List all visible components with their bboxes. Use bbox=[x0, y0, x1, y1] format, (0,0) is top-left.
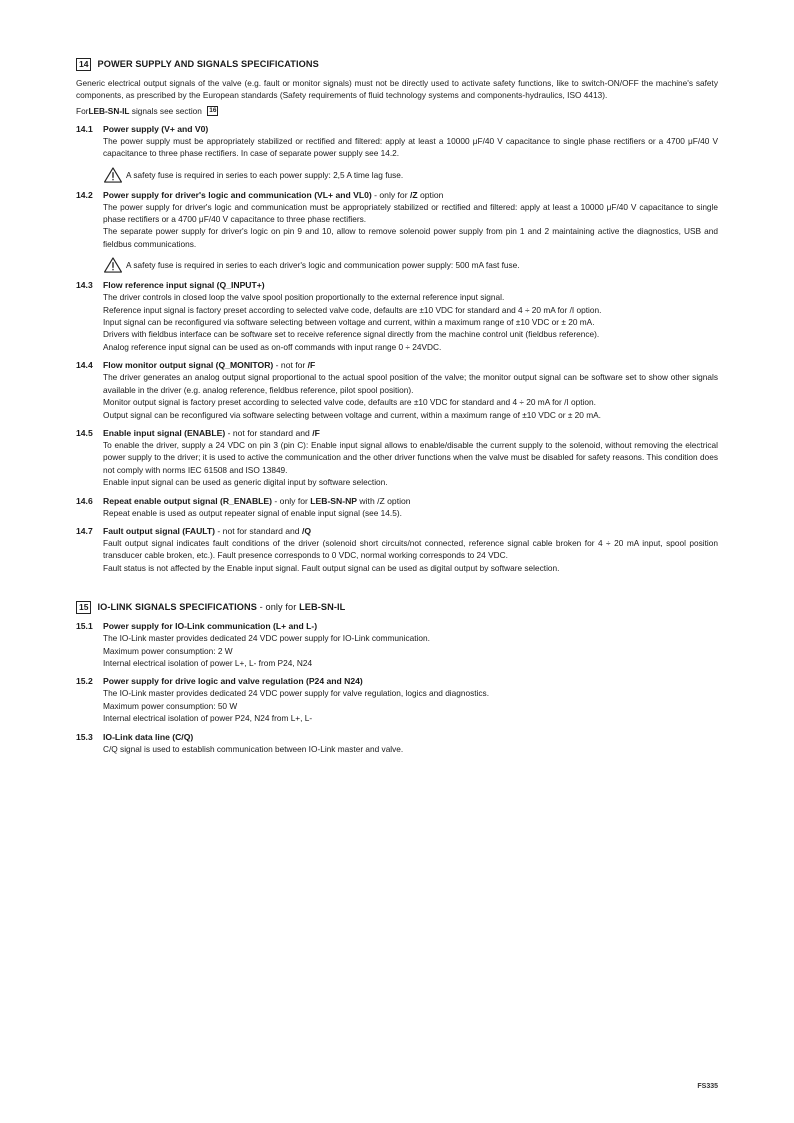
subsection-body bbox=[103, 371, 718, 421]
subsection-title bbox=[103, 525, 311, 537]
subsection-title-text: Fault output signal (FAULT) bbox=[103, 525, 216, 536]
subsection-title bbox=[103, 675, 363, 687]
subsection-number: 14.1 bbox=[76, 123, 93, 134]
body-paragraph: Fault status is not affected by the Enable input signal. Fault output signal can be used as digital output by software selection. bbox=[103, 562, 560, 573]
warning-triangle-icon bbox=[103, 257, 123, 273]
subsection-title-text: Power supply for driver's logic and communication (VL+ and VL0) bbox=[103, 189, 372, 200]
subsection-title bbox=[103, 495, 411, 507]
subsection-heading bbox=[76, 189, 718, 201]
subsection-title bbox=[103, 427, 320, 439]
warning-triangle-icon bbox=[103, 167, 123, 183]
body-paragraph: Reference input signal is factory preset according to selected valve code, defaults are ±10 VDC for standard and 4 ÷ 20 mA for /I option. bbox=[103, 304, 602, 315]
subsection-title bbox=[103, 123, 208, 135]
suffix-bold: LEB-SN-IL bbox=[299, 602, 346, 613]
subsection-title bbox=[103, 189, 443, 201]
subsection-title-text: Enable input signal (ENABLE) bbox=[103, 427, 226, 438]
warning-text: A safety fuse is required in series to each power supply: 2,5 A time lag fuse. bbox=[126, 169, 404, 180]
subsection-number: 14.2 bbox=[76, 189, 93, 200]
subsection-heading bbox=[76, 525, 718, 537]
subsection-title-text: Repeat enable output signal (R_ENABLE) bbox=[103, 495, 273, 506]
suffix-bold: /F bbox=[312, 427, 320, 438]
section-title: POWER SUPPLY AND SIGNALS SPECIFICATIONS bbox=[97, 59, 319, 69]
subsection-heading bbox=[76, 620, 718, 632]
subsection-title-text: Power supply (V+ and V0) bbox=[103, 123, 209, 134]
subsection-body bbox=[103, 687, 718, 724]
body-paragraph: The IO-Link master provides dedicated 24 VDC power supply for IO-Link communication. bbox=[103, 633, 430, 644]
subsection-title-suffix bbox=[272, 496, 411, 506]
warning-text: A safety fuse is required in series to each driver's logic and communication power supply: 500 mA fast fuse. bbox=[126, 260, 520, 271]
subsection-heading bbox=[76, 675, 718, 687]
section-15-header bbox=[76, 600, 718, 614]
subsection-14-1 bbox=[76, 123, 718, 183]
subsection-heading bbox=[76, 731, 718, 743]
subsection-number: 14.6 bbox=[76, 495, 93, 506]
section-15-subsections bbox=[76, 620, 718, 755]
subsection-title-suffix bbox=[273, 360, 315, 370]
subsection-body bbox=[103, 439, 718, 489]
subsection-15-2 bbox=[76, 675, 718, 724]
subsection-title-text: Power supply for IO-Link communication (L+ and L-) bbox=[103, 621, 318, 632]
suffix-text: - not for standard and bbox=[215, 525, 302, 536]
for-suffix: signals see section bbox=[129, 105, 205, 116]
body-paragraph: The power supply must be appropriately stabilized or rectified and filtered: apply at least a 10000 μF/40 V capacitance to single phase rectifiers or a 4700 μF/40 V capacitance to three phase rectifiers. In case of separate power supply see 14.2. bbox=[103, 135, 718, 159]
subsection-14-6 bbox=[76, 495, 718, 519]
subsection-body bbox=[103, 135, 718, 183]
subsection-15-1 bbox=[76, 620, 718, 669]
suffix-text: - not for standard and bbox=[225, 427, 313, 438]
body-paragraph: Fault output signal indicates fault conditions of the driver (solenoid short circuits/not connected, reference signal cable broken for 4 ÷ 20 mA input, spool position transducer cable broken, etc.). Fault presence corresponds to 0 VDC, normal working corresponds to 24 VDC. bbox=[103, 537, 718, 561]
subsection-body bbox=[103, 291, 718, 353]
subsection-number: 14.7 bbox=[76, 525, 93, 536]
body-paragraph: Internal electrical isolation of power L+, L- from P24, N24 bbox=[103, 657, 313, 668]
suffix-text: - not for bbox=[273, 360, 308, 371]
subsection-15-3 bbox=[76, 731, 718, 755]
suffix-bold: LEB-SN-NP bbox=[310, 495, 358, 506]
section-number: 15 bbox=[76, 601, 91, 614]
body-paragraph: Maximum power consumption: 50 W bbox=[103, 700, 238, 711]
suffix-bold: /Q bbox=[301, 525, 312, 536]
body-paragraph: The separate power supply for driver's logic on pin 9 and 10, allow to remove solenoid power supply from pin 1 and 2 maintaining active the diagnostics, USB and fieldbus communications. bbox=[103, 226, 718, 249]
subsection-14-3 bbox=[76, 279, 718, 353]
section-14-header bbox=[76, 57, 718, 71]
subsection-title-suffix bbox=[372, 190, 444, 200]
subsection-number: 15.3 bbox=[76, 731, 93, 742]
section-14-intro bbox=[76, 77, 718, 102]
subsection-title-suffix bbox=[225, 428, 320, 438]
safety-warning bbox=[103, 257, 718, 273]
body-paragraph: Maximum power consumption: 2 W bbox=[103, 645, 233, 656]
body-paragraph: Analog reference input signal can be used as on-off commands with input range 0 ÷ 24VDC. bbox=[103, 341, 442, 352]
suffix-text: - only for bbox=[257, 602, 300, 613]
safety-warning bbox=[103, 167, 718, 183]
body-paragraph: Repeat enable is used as output repeater signal of enable input signal (see 14.5). bbox=[103, 507, 402, 518]
body-paragraph: Drivers with fieldbus interface can be software set to receive reference signal directly from the machine control unit (fieldbus reference). bbox=[103, 329, 600, 340]
subsection-title-suffix bbox=[215, 526, 311, 536]
subsection-title-text: Flow reference input signal (Q_INPUT+) bbox=[103, 280, 265, 291]
subsection-number: 14.4 bbox=[76, 360, 93, 371]
subsection-body bbox=[103, 743, 718, 755]
body-paragraph: The IO-Link master provides dedicated 24 VDC power supply for valve regulation, logics and diagnostics. bbox=[103, 688, 490, 699]
section-ref-box: 16 bbox=[209, 106, 217, 114]
section-title bbox=[97, 602, 345, 612]
section-14-subsections bbox=[76, 123, 718, 574]
body-paragraph: To enable the driver, supply a 24 VDC on pin 3 (pin C): Enable input signal allows to enable/disable the current supply to the solenoid, without removing the electrical power supply to the driver; it is used to active the communication and the other driver functions when the valve must be disabled for safety reasons. This condition does not comply with norms IEC 61508 and ISO 13849. bbox=[103, 439, 718, 475]
suffix-bold: /F bbox=[307, 360, 316, 371]
body-paragraph: The driver controls in closed loop the valve spool position proportionally to the external reference input signal. bbox=[103, 292, 505, 303]
suffix-tail: with /Z option bbox=[357, 495, 411, 506]
subsection-14-7 bbox=[76, 525, 718, 574]
subsection-title-text: IO-Link data line (C/Q) bbox=[103, 731, 194, 742]
subsection-body bbox=[103, 201, 718, 274]
subsection-title bbox=[103, 731, 193, 743]
suffix-bold: /Z bbox=[409, 189, 418, 200]
suffix-text: - only for bbox=[371, 189, 410, 200]
for-line bbox=[76, 105, 718, 117]
subsection-heading bbox=[76, 123, 718, 135]
body-paragraph: Enable input signal can be used as generic digital input by software selection. bbox=[103, 477, 388, 488]
subsection-title bbox=[103, 359, 315, 371]
subsection-number: 14.3 bbox=[76, 280, 93, 291]
subsection-number: 14.5 bbox=[76, 427, 93, 438]
subsection-number: 15.1 bbox=[76, 621, 93, 632]
for-model: LEB-SN-IL bbox=[88, 105, 130, 116]
subsection-14-5 bbox=[76, 427, 718, 489]
subsection-heading bbox=[76, 495, 718, 507]
body-paragraph: Monitor output signal is factory preset according to selected valve code, defaults are ±10 VDC for standard and 4 ÷ 20 mA for /I option. bbox=[103, 397, 596, 408]
for-prefix: For bbox=[76, 105, 89, 116]
subsection-heading bbox=[76, 279, 718, 291]
suffix-text: - only for bbox=[272, 495, 311, 506]
section-title-text: IO-LINK SIGNALS SPECIFICATIONS bbox=[97, 602, 258, 613]
intro-paragraph: Generic electrical output signals of the valve (e.g. fault or monitor signals) must not be directly used to activate safety functions, like to switch-ON/OFF the machine's safety components, as prescribed by the European standards (Safety requirements of fluid technology systems and components-hydraulics, ISO 4413). bbox=[76, 78, 718, 101]
document-page bbox=[76, 57, 718, 755]
subsection-heading bbox=[76, 427, 718, 439]
body-paragraph: Internal electrical isolation of power P24, N24 from L+, L- bbox=[103, 713, 313, 724]
suffix-tail: option bbox=[417, 189, 444, 200]
subsection-body bbox=[103, 507, 718, 519]
section-number: 14 bbox=[76, 58, 91, 71]
subsection-14-2 bbox=[76, 189, 718, 274]
subsection-title bbox=[103, 620, 317, 632]
subsection-title-text: Power supply for drive logic and valve regulation (P24 and N24) bbox=[103, 676, 363, 687]
subsection-heading bbox=[76, 359, 718, 371]
subsection-number: 15.2 bbox=[76, 676, 93, 687]
section-title-suffix bbox=[257, 602, 345, 612]
subsection-body bbox=[103, 632, 718, 669]
subsection-14-4 bbox=[76, 359, 718, 421]
body-paragraph: Input signal can be reconfigured via software selecting between voltage and current, within a maximum range of ±10 VDC or ± 20 mA. bbox=[103, 317, 595, 328]
body-paragraph: The power supply for driver's logic and communication must be appropriately stabilized or rectified and filtered: apply at least a 10000 μF/40 V capacitance to single phase rectifiers or a 4700 μF/40 V capacitance to three phase rectifiers. bbox=[103, 201, 718, 225]
document-code: FS335 bbox=[697, 1083, 718, 1090]
subsection-body bbox=[103, 537, 718, 574]
body-paragraph: C/Q signal is used to establish communication between IO-Link master and valve. bbox=[103, 743, 404, 754]
body-paragraph: Output signal can be reconfigured via software selecting between voltage and current, within a maximum range of ±10 VDC or ± 20 mA. bbox=[103, 409, 601, 420]
subsection-title bbox=[103, 279, 265, 291]
subsection-title-text: Flow monitor output signal (Q_MONITOR) bbox=[103, 360, 274, 371]
body-paragraph: The driver generates an analog output signal proportional to the actual spool position of the valve; the monitor output signal can be software set to show other signals available in the driver (e.g. analog reference, fieldbus reference, pilot spool position). bbox=[103, 372, 718, 395]
